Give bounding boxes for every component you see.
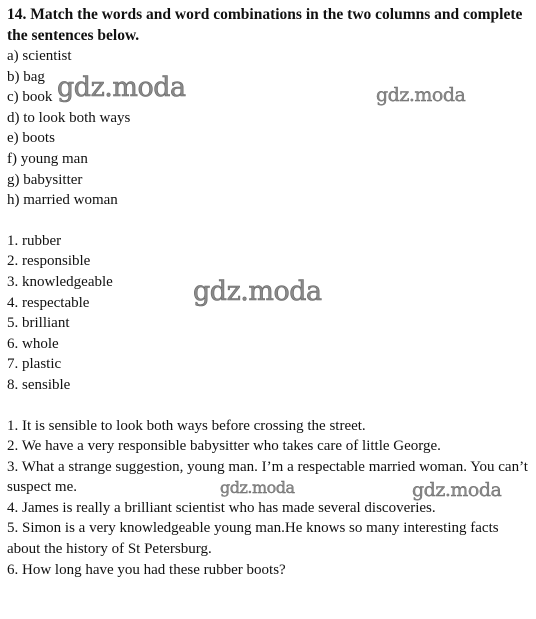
sentence-item: 6. How long have you had these rubber boots? xyxy=(7,561,286,578)
sentence-item: 4. James is really a brilliant scientist who has made several discoveries. xyxy=(7,499,436,516)
column-a-item: g) babysitter xyxy=(7,171,83,188)
spacer xyxy=(7,211,529,231)
column-a-item: d) to look both ways xyxy=(7,109,131,126)
column-a-item: a) scientist xyxy=(7,48,72,64)
column-b-item: 7. plastic xyxy=(7,356,62,373)
exercise-title: 14. Match the words and word combinations in the two columns and complete the sentences below. xyxy=(7,6,523,44)
sentence-item: 2. We have a very responsible babysitter who takes care of little George. xyxy=(7,438,441,455)
watermark: gdz.moda xyxy=(57,72,186,103)
watermark: gdz.moda xyxy=(193,276,322,307)
column-b-item: 1. rubber xyxy=(7,232,62,249)
column-b-item: 2. responsible xyxy=(7,253,91,270)
column-a-item: c) book xyxy=(7,89,53,106)
watermark: gdz.moda xyxy=(220,478,295,497)
column-b-item: 8. sensible xyxy=(7,376,71,393)
sentence-item: 5. Simon is a very knowledgeable young man.He knows so many interesting facts about the history of St Petersburg. xyxy=(7,520,499,558)
column-b-item: 6. whole xyxy=(7,335,59,352)
column-b-list xyxy=(7,231,529,396)
sentence-item: 3. What a strange suggestion, young man. I’m a respectable married woman. You can’t suspect me. xyxy=(7,458,528,496)
watermark: gdz.moda xyxy=(412,479,502,501)
column-b-item: 3. knowledgeable xyxy=(7,273,113,290)
spacer xyxy=(7,396,529,416)
column-a-item: b) bag xyxy=(7,68,45,85)
watermark: gdz.moda xyxy=(376,84,466,106)
column-a-item: e) boots xyxy=(7,130,55,147)
column-a-item: h) married woman xyxy=(7,192,118,209)
column-b-item: 5. brilliant xyxy=(7,315,70,332)
column-a-item: f) young man xyxy=(7,150,88,167)
column-b-item: 4. respectable xyxy=(7,294,90,311)
sentence-item: 1. It is sensible to look both ways before crossing the street. xyxy=(7,417,366,434)
column-a-list xyxy=(7,46,529,211)
